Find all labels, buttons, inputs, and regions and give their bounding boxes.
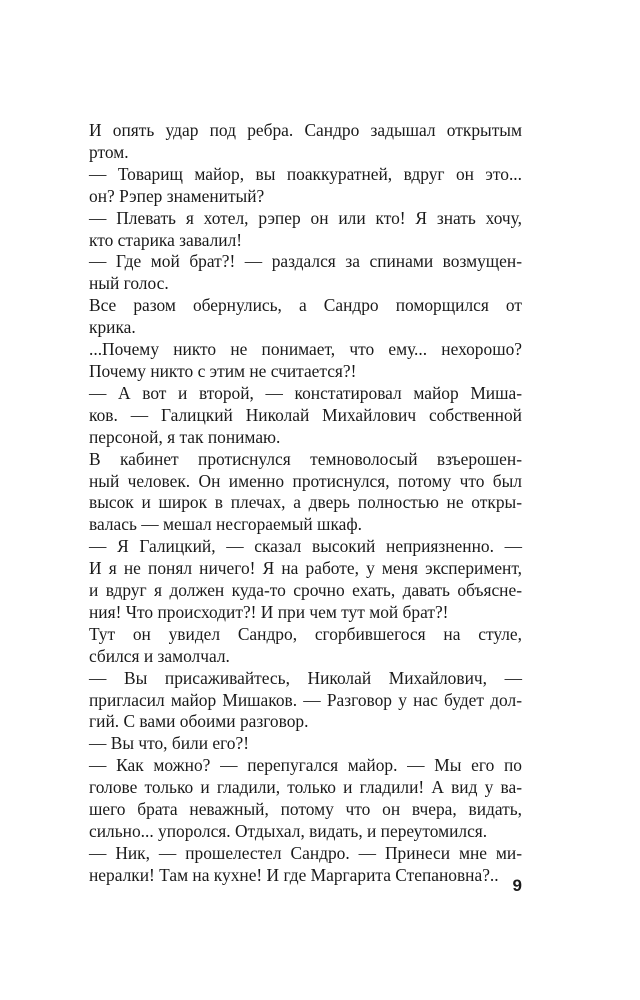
text-line: Все разом обернулись, а Сандро поморщился от bbox=[89, 295, 522, 316]
text-line: и вдруг я должен куда-то срочно ехать, давать объясне- bbox=[89, 580, 522, 601]
text-line: гий. С вами обоими разговор. bbox=[89, 711, 309, 732]
text-line: И я не понял ничего! Я на работе, у меня эксперимент, bbox=[89, 558, 522, 579]
text-line: пригласил майор Мишаков. — Разговор у нас будет дол- bbox=[89, 689, 522, 710]
text-line: сильно... упоролся. Отдыхал, видать, и переутомился. bbox=[89, 821, 488, 841]
text-line: — Товарищ майор, вы поаккуратней, вдруг он это... bbox=[89, 163, 522, 184]
text-line: И опять удар под ребра. Сандро задышал открытым bbox=[89, 120, 522, 140]
text-line: ...Почему никто не понимает, что ему... нехорошо? bbox=[89, 339, 522, 360]
paragraph bbox=[89, 668, 522, 734]
paragraph bbox=[89, 383, 522, 449]
text-line: ный человек. Он именно протиснулся, потому что был bbox=[89, 470, 522, 491]
page-text bbox=[89, 120, 522, 887]
paragraph bbox=[89, 208, 522, 252]
text-line: — Как можно? — перепугался майор. — Мы его по bbox=[89, 755, 522, 776]
paragraph bbox=[89, 733, 522, 755]
paragraph bbox=[89, 295, 522, 339]
text-line: ния! Что происходит?! И при чем тут мой брат?! bbox=[89, 601, 449, 622]
text-line: — Ник, — прошелестел Сандро. — Принеси мне ми- bbox=[89, 842, 522, 863]
text-line: — Вы что, били его?! bbox=[89, 733, 249, 754]
text-line: сбился и замолчал. bbox=[89, 645, 230, 666]
paragraph bbox=[89, 164, 522, 208]
text-line: голове только и гладили, только и гладили! А вид у ва- bbox=[89, 777, 522, 798]
paragraph bbox=[89, 251, 522, 295]
text-line: нералки! Там на кухне! И где Маргарита Степановна?.. bbox=[89, 864, 499, 885]
text-line: валась — мешал несгораемый шкаф. bbox=[89, 514, 362, 535]
text-line: — Вы присаживайтесь, Николай Михайлович, — bbox=[89, 667, 522, 688]
text-line: — А вот и второй, — констатировал майор Миша- bbox=[89, 382, 522, 403]
text-line: крика. bbox=[89, 317, 136, 338]
paragraph bbox=[89, 339, 522, 383]
text-line: высок и широк в плечах, а дверь полностью не откры- bbox=[89, 492, 522, 513]
text-line: Почему никто с этим не считается?! bbox=[89, 360, 357, 381]
page-number: 9 bbox=[512, 876, 522, 895]
text-line: — Где мой брат?! — раздался за спинами возмущен- bbox=[89, 251, 522, 272]
text-line: персоной, я так понимаю. bbox=[89, 426, 281, 447]
text-line: он? Рэпер знаменитый? bbox=[89, 185, 265, 206]
text-line: ный голос. bbox=[89, 273, 169, 294]
text-line: Тут он увидел Сандро, сгорбившегося на стуле, bbox=[89, 623, 522, 644]
text-line: кто старика завалил! bbox=[89, 229, 243, 250]
paragraph bbox=[89, 449, 522, 537]
text-line: — Я Галицкий, — сказал высокий неприязненно. — bbox=[89, 536, 522, 557]
text-line: шего брата неважный, потому что он вчера, видать, bbox=[89, 799, 522, 820]
text-line: — Плевать я хотел, рэпер он или кто! Я знать хочу, bbox=[89, 207, 522, 228]
text-line: ртом. bbox=[89, 141, 129, 162]
paragraph bbox=[89, 624, 522, 668]
paragraph bbox=[89, 843, 522, 887]
paragraph bbox=[89, 536, 522, 624]
paragraph bbox=[89, 120, 522, 164]
text-line: В кабинет протиснулся темноволосый взъерошен- bbox=[89, 448, 522, 469]
text-line: ков. — Галицкий Николай Михайлович собственной bbox=[89, 404, 522, 425]
paragraph bbox=[89, 755, 522, 843]
